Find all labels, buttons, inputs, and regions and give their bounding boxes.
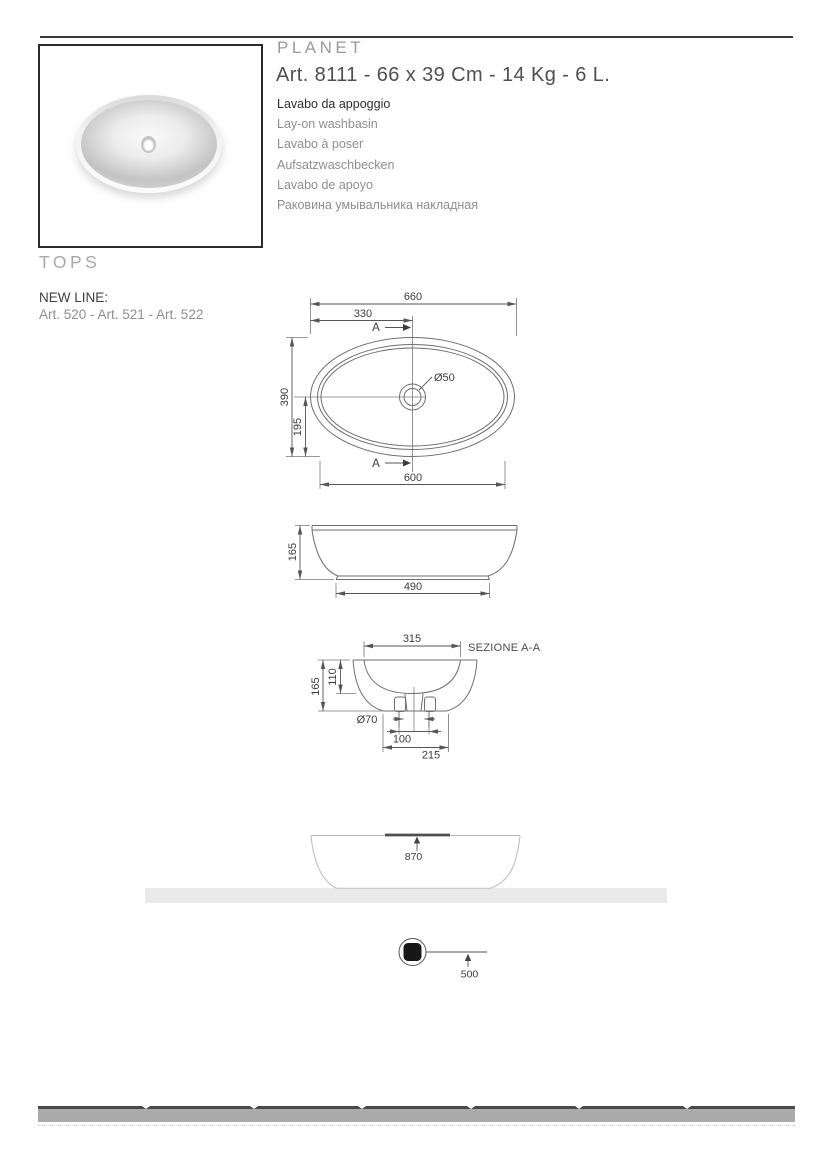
drain-hole [141, 136, 156, 153]
top-view-drawing [268, 283, 560, 495]
description-ru: Раковина умывальника накладная [277, 198, 479, 213]
dim-label-195: 195 [292, 417, 304, 437]
product-photo-frame [38, 44, 263, 248]
dim-label-870: 870 [404, 851, 423, 863]
washbasin-photo [76, 95, 222, 193]
section-view-drawing [298, 633, 546, 767]
footer-notch [683, 1106, 691, 1109]
footer-bar [38, 1106, 795, 1122]
section-marker-a-top: A [372, 322, 380, 334]
new-line-articles: Art. 520 - Art. 521 - Art. 522 [39, 307, 204, 322]
dim-label-drain-70: Ø70 [356, 714, 378, 726]
drain-detail-drawing [385, 930, 505, 985]
footer-notch [142, 1106, 150, 1109]
footer-notch [467, 1106, 475, 1109]
product-name: PLANET [277, 38, 365, 57]
footer-notch [250, 1106, 258, 1109]
dim-label-315: 315 [402, 633, 422, 645]
product-info: Art. 8111 - 66 x 39 Cm - 14 Kg - 6 L. [276, 64, 611, 86]
product-descriptions [277, 94, 478, 215]
dim-label-100: 100 [392, 733, 412, 746]
dim-label-110: 110 [327, 668, 339, 686]
footer-notch [575, 1106, 583, 1109]
installation-view-drawing [140, 825, 685, 910]
dim-label-height-165: 165 [287, 542, 299, 562]
dim-label-500: 500 [460, 968, 479, 981]
dim-label-660: 660 [403, 291, 423, 303]
description-de: Aufsatzwaschbecken [277, 157, 395, 172]
section-marker-a-bottom: A [372, 458, 380, 470]
description-es: Lavabo de apoyo [277, 177, 373, 192]
countertop-band [145, 888, 667, 903]
description-fr: Lavabo à poser [277, 137, 364, 152]
side-view-drawing [282, 515, 540, 603]
drain-symbol-square [404, 943, 422, 961]
description-en: Lay-on washbasin [277, 117, 378, 132]
description-it: Lavabo da appoggio [277, 97, 391, 111]
new-line-label: NEW LINE: [39, 290, 109, 305]
dim-label-section-165: 165 [310, 677, 322, 696]
header-rule [40, 36, 793, 38]
dim-label-215: 215 [421, 749, 441, 762]
dim-label-330: 330 [353, 308, 373, 320]
dim-label-490: 490 [403, 581, 423, 593]
dim-label-600: 600 [403, 472, 423, 484]
footer-notch [358, 1106, 366, 1109]
dim-label-drain-50: Ø50 [434, 372, 455, 384]
footer-dotted-line [38, 1125, 795, 1126]
dim-label-390: 390 [279, 387, 291, 407]
section-view-title: SEZIONE A-A [468, 642, 541, 654]
category-title: TOPS [39, 252, 101, 272]
